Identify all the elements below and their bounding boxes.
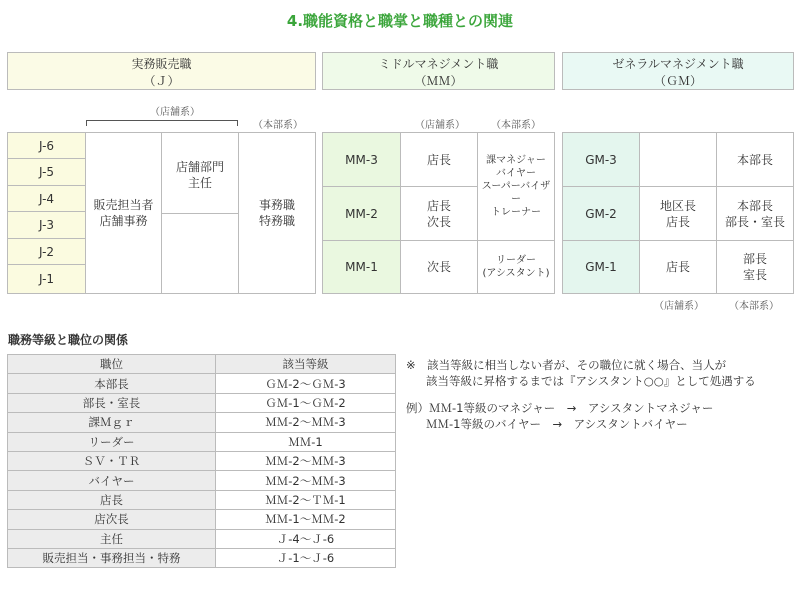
table-cell-position: 販売担当・事務担当・特務 <box>8 548 216 567</box>
section2-title: 職務等級と職位の関係 <box>8 333 129 347</box>
table-cell-grade: ＭＭ-1～ＭＭ-2 <box>216 510 396 529</box>
cell-sales-staff <box>85 132 162 294</box>
grade-mm3: MM-3 <box>322 132 401 187</box>
table-header-grade: 該当等級 <box>216 355 396 374</box>
label-store-mm: （店舗系） <box>415 120 465 131</box>
table-cell-position: 部長・室長 <box>8 393 216 412</box>
mm1-store-label: 次長 <box>426 260 451 274</box>
mm-hq-buyer: バイヤー <box>496 168 536 179</box>
note-2-line2: ＭＭ-1等級のバイヤー → アシスタントバイヤー <box>426 417 688 431</box>
grade-j1: J-1 <box>7 264 86 294</box>
grade-gm3: GM-3 <box>562 132 640 187</box>
label-hq-gm: （本部系） <box>729 301 779 312</box>
office-label: 事務職 <box>258 198 295 212</box>
mm-hq-bottom <box>477 240 555 294</box>
grade-gm2: GM-2 <box>562 186 640 241</box>
table-cell-grade: ＭＭ-2～ＴＭ-1 <box>216 490 396 509</box>
gm2-hq-label1: 本部長 <box>736 198 773 213</box>
gm3-store <box>639 132 717 187</box>
grade-gm1: GM-1 <box>562 240 640 294</box>
header-mm-code: （ＭＭ） <box>414 74 463 88</box>
header-jitsumu <box>7 52 316 90</box>
table-row <box>8 548 396 567</box>
page-title: 4.職能資格と職掌と職種との関連 <box>286 12 514 30</box>
label-store-gm: （店舗系） <box>654 301 704 312</box>
table-cell-grade: Ｊ-4～Ｊ-6 <box>216 529 396 548</box>
gm2-store <box>639 186 717 241</box>
grade-j3: J-3 <box>7 211 86 239</box>
note-1-line1: ※ 該当等級に相当しない者が、その職位に就く場合、当人が <box>406 358 727 372</box>
grade-j2: J-2 <box>7 238 86 265</box>
note-1-line2: 該当等級に昇格するまでは『アシスタント○○』として処遇する <box>426 374 756 388</box>
table-cell-position: ＳＶ・ＴＲ <box>8 451 216 470</box>
cell-office <box>238 132 316 294</box>
label-store-j: （店舗系） <box>150 107 200 118</box>
gm2-store-label2: 店長 <box>665 214 690 229</box>
label-hq-j: （本部系） <box>253 120 303 131</box>
gm1-store <box>639 240 717 294</box>
table-cell-grade: ＭＭ-2～ＭＭ-3 <box>216 413 396 432</box>
table-cell-position: 店次長 <box>8 510 216 529</box>
header-jitsumu-code: （Ｊ） <box>143 74 180 88</box>
table-row <box>8 529 396 548</box>
mm2-store-label1: 店長 <box>426 198 451 213</box>
gm2-store-label1: 地区長 <box>659 198 696 213</box>
table-cell-position: 主任 <box>8 529 216 548</box>
header-gm-name: ゼネラルマネジメント職 <box>612 57 744 71</box>
header-middle-management <box>322 52 555 90</box>
header-mm-name: ミドルマネジメント職 <box>378 57 499 71</box>
chief-label: 主任 <box>187 176 212 190</box>
table-cell-grade: ＭＭ-1 <box>216 432 396 451</box>
store-clerk-label: 店舗事務 <box>99 214 148 228</box>
mm-hq-leader: リーダー <box>496 255 536 266</box>
mm-hq-trainer: トレーナー <box>491 207 541 218</box>
gm2-hq-label2: 部長・室長 <box>724 214 785 229</box>
header-gm-code: （ＧＭ） <box>653 74 702 88</box>
mm3-store-label: 店長 <box>426 152 451 167</box>
table-row <box>8 510 396 529</box>
mm2-store-label2: 次長 <box>426 214 451 229</box>
mm-hq-manager: 課マネジャー <box>486 155 546 166</box>
table-row <box>8 393 396 412</box>
table-row <box>8 471 396 490</box>
grade-position-table <box>7 354 396 568</box>
table-cell-grade: ＧＭ-1～ＧＭ-2 <box>216 393 396 412</box>
dept-label: 店舗部門 <box>175 160 224 174</box>
gm1-hq-label2: 室長 <box>742 268 767 282</box>
gm1-store-label: 店長 <box>665 260 690 274</box>
grade-mm2: MM-2 <box>322 186 401 241</box>
table-cell-position: 本部長 <box>8 374 216 393</box>
table-header-position: 職位 <box>8 355 216 374</box>
table-cell-grade: ＭＭ-2～ＭＭ-3 <box>216 471 396 490</box>
table-cell-position: リーダー <box>8 432 216 451</box>
mm-hq-supervisor: スーパーバイザー <box>481 181 551 205</box>
table-row <box>8 490 396 509</box>
gm2-hq <box>716 186 794 241</box>
table-cell-position: 課Ｍｇｒ <box>8 413 216 432</box>
mm-hq-top <box>477 132 555 241</box>
gm3-hq <box>716 132 794 187</box>
mm-hq-assistant: (アシスタント) <box>482 268 550 279</box>
sales-staff-label: 販売担当者 <box>93 198 154 212</box>
gm3-hq-label: 本部長 <box>736 152 773 167</box>
table-header-row <box>8 355 396 374</box>
grade-j5: J-5 <box>7 158 86 186</box>
mm2-store <box>400 186 478 241</box>
cell-dept-chief <box>161 132 239 214</box>
special-label: 特務職 <box>258 214 295 228</box>
table-cell-grade: ＧＭ-2～ＧＭ-3 <box>216 374 396 393</box>
mm3-store <box>400 132 478 187</box>
grade-j4: J-4 <box>7 185 86 212</box>
header-general-management <box>562 52 794 90</box>
label-hq-mm: （本部系） <box>491 120 541 131</box>
table-row <box>8 413 396 432</box>
cell-empty-j <box>161 213 239 294</box>
table-cell-grade: ＭＭ-2～ＭＭ-3 <box>216 451 396 470</box>
mm1-store <box>400 240 478 294</box>
table-cell-position: 店長 <box>8 490 216 509</box>
bracket-store-j <box>86 120 238 126</box>
table-row <box>8 451 396 470</box>
note-2-line1: 例）ＭＭ-1等級のマネジャー → アシスタントマネジャー <box>406 401 714 415</box>
gm1-hq <box>716 240 794 294</box>
gm1-hq-label1: 部長 <box>742 252 767 266</box>
grade-j6: J-6 <box>7 132 86 159</box>
grade-mm1: MM-1 <box>322 240 401 294</box>
table-row <box>8 374 396 393</box>
table-row <box>8 432 396 451</box>
header-jitsumu-name: 実務販売職 <box>131 57 192 71</box>
table-cell-position: バイヤー <box>8 471 216 490</box>
table-cell-grade: Ｊ-1～Ｊ-6 <box>216 548 396 567</box>
